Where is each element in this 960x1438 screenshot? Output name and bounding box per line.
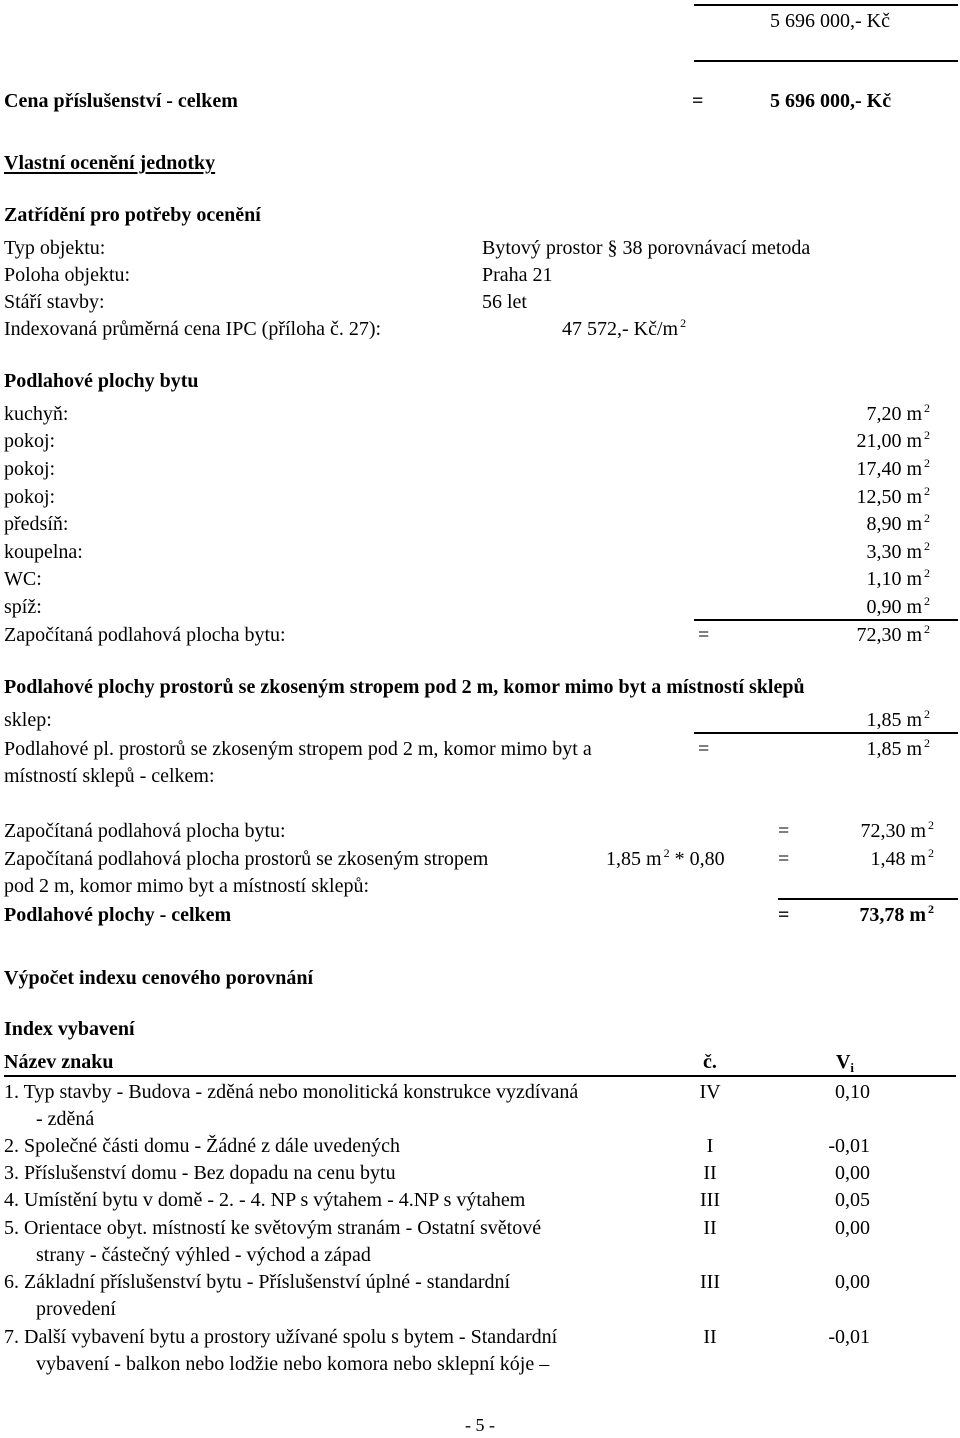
floor-area-unit: m xyxy=(906,513,922,535)
equipment-header-name: Název znaku xyxy=(4,1051,114,1073)
floor-area-number: 21,00 xyxy=(856,430,902,452)
floor-area-number: 7,20 xyxy=(866,403,902,425)
accessories-total-eq: = xyxy=(692,90,704,112)
classification-value-1: Bytový prostor § 38 porovnávací metoda xyxy=(482,237,811,259)
classification-value-4 xyxy=(562,316,686,342)
equipment-item-v: 0,05 xyxy=(835,1189,870,1211)
summary-row1-unit: m xyxy=(910,820,926,842)
summary-total-unit-sup: 2 xyxy=(928,902,934,916)
floor-area-label: spíž: xyxy=(4,596,42,618)
summary-row2-unit-sup: 2 xyxy=(928,846,934,860)
classification-title: Zatřídění pro potřeby ocenění xyxy=(4,204,261,226)
ipc-unit-sup: 2 xyxy=(680,316,687,330)
floor-area-unit-sup: 2 xyxy=(924,594,930,608)
summary-row1-label: Započítaná podlahová plocha bytu: xyxy=(4,820,286,842)
top-rule-2 xyxy=(694,60,958,62)
classification-label-3: Stáří stavby: xyxy=(4,291,105,313)
floor-area-unit: m xyxy=(906,486,922,508)
equipment-item-text: 6. Základní příslušenství bytu - Příslušenství úplné - standardní xyxy=(4,1271,511,1293)
summary-row2-label-2: pod 2 m, komor mimo byt a místností sklepů: xyxy=(4,875,369,897)
equipment-header-v xyxy=(800,1049,890,1075)
classification-label-4: Indexovaná průměrná cena IPC (příloha č. 27): xyxy=(4,318,382,340)
floor-area-unit-sup: 2 xyxy=(924,428,930,442)
floor-area-value xyxy=(760,511,930,537)
floor-total-value xyxy=(760,622,930,648)
equipment-index-title: Index vybavení xyxy=(4,1018,135,1040)
floor-area-number: 1,10 xyxy=(866,568,902,590)
equipment-item-v: -0,01 xyxy=(828,1135,870,1157)
equipment-header-v-sub: i xyxy=(850,1060,855,1075)
floor-area-number: 0,90 xyxy=(866,596,902,618)
accessories-total-value: 5 696 000,- Kč xyxy=(770,90,892,112)
page-number: - 5 - xyxy=(465,1415,495,1435)
floor-area-value xyxy=(760,401,930,427)
equipment-item-text: 2. Společné části domu - Žádné z dále uvedených xyxy=(4,1135,400,1157)
equipment-item-num: III xyxy=(700,1189,720,1211)
slanted-total-eq: = xyxy=(698,738,710,760)
slanted-total-number: 1,85 xyxy=(866,738,902,760)
equipment-item-num: II xyxy=(703,1162,717,1184)
floor-areas-title: Podlahové plochy bytu xyxy=(4,370,199,392)
slanted-row-label: sklep: xyxy=(4,709,52,731)
equipment-item-num: III xyxy=(700,1271,720,1293)
equipment-item-num: I xyxy=(706,1135,714,1157)
floor-area-unit-sup: 2 xyxy=(924,484,930,498)
equipment-item-num: II xyxy=(703,1217,717,1239)
summary-row2-label-1: Započítaná podlahová plocha prostorů se zkoseným stropem xyxy=(4,848,489,870)
equipment-item-v: 0,10 xyxy=(835,1081,870,1103)
equipment-item-text-cont: - zděná xyxy=(36,1108,95,1130)
summary-rule xyxy=(778,898,958,900)
equipment-item-text: 4. Umístění bytu v domě - 2. - 4. NP s výtahem - 4.NP s výtahem xyxy=(4,1189,526,1211)
section-unit-title: Vlastní ocenění jednotky xyxy=(4,152,216,174)
equipment-header-v-letter: V xyxy=(835,1051,851,1073)
summary-total-number: 73,78 m xyxy=(859,904,926,926)
slanted-total-label-2: místností sklepů - celkem: xyxy=(4,765,215,787)
floor-area-unit: m xyxy=(906,541,922,563)
classification-value-2: Praha 21 xyxy=(482,264,553,286)
equipment-item-num: IV xyxy=(699,1081,721,1103)
floor-total-rule xyxy=(694,619,958,621)
floor-area-value xyxy=(760,566,930,592)
summary-row1-unit-sup: 2 xyxy=(928,818,934,832)
equipment-header-num: č. xyxy=(703,1051,717,1073)
equipment-item-text: 3. Příslušenství domu - Bez dopadu na cenu bytu xyxy=(4,1162,396,1184)
floor-area-value xyxy=(760,428,930,454)
slanted-row-unit-sup: 2 xyxy=(924,707,930,721)
floor-area-value xyxy=(760,484,930,510)
summary-row1-eq: = xyxy=(778,820,790,842)
floor-area-unit: m xyxy=(906,596,922,618)
summary-row2-number: 1,48 xyxy=(870,848,906,870)
slanted-row-value xyxy=(760,707,930,733)
equipment-item-text: 1. Typ stavby - Budova - zděná nebo monolitická konstrukce vyzdívaná xyxy=(4,1081,579,1103)
slanted-total-unit-sup: 2 xyxy=(924,736,930,750)
floor-area-number: 12,50 xyxy=(856,486,902,508)
floor-area-value xyxy=(760,456,930,482)
top-rule-1 xyxy=(694,4,958,6)
equipment-item-v: 0,00 xyxy=(835,1271,870,1293)
equipment-item-text-cont: vybavení - balkon nebo lodžie nebo komora nebo sklepní kóje – xyxy=(36,1353,550,1375)
floor-area-number: 17,40 xyxy=(856,458,902,480)
floor-area-number: 8,90 xyxy=(866,513,902,535)
summary-calc-sup: 2 xyxy=(663,846,670,860)
summary-row2-calc xyxy=(606,846,725,872)
floor-area-unit: m xyxy=(906,568,922,590)
equipment-item-num: II xyxy=(703,1326,717,1348)
top-amount: 5 696 000,- Kč xyxy=(770,10,890,32)
floor-area-unit: m xyxy=(906,430,922,452)
floor-area-unit-sup: 2 xyxy=(924,511,930,525)
floor-area-unit-sup: 2 xyxy=(924,456,930,470)
floor-area-unit: m xyxy=(906,458,922,480)
summary-total-eq: = xyxy=(778,904,790,926)
floor-area-unit-sup: 2 xyxy=(924,401,930,415)
equipment-item-text-cont: strany - částečný výhled - východ a západ xyxy=(36,1244,371,1266)
equipment-header-rule xyxy=(4,1075,956,1077)
summary-total-label: Podlahové plochy - celkem xyxy=(4,904,232,926)
equipment-item-text-cont: provedení xyxy=(36,1298,116,1320)
floor-area-unit-sup: 2 xyxy=(924,539,930,553)
floor-total-label: Započítaná podlahová plocha bytu: xyxy=(4,624,286,646)
floor-total-number: 72,30 xyxy=(856,624,902,646)
equipment-item-v: 0,00 xyxy=(835,1162,870,1184)
floor-area-value xyxy=(760,539,930,565)
summary-calc-area: 1,85 m xyxy=(606,848,662,870)
floor-area-label: předsíň: xyxy=(4,513,69,535)
floor-area-label: kuchyň: xyxy=(4,403,69,425)
floor-total-unit-sup: 2 xyxy=(924,622,930,636)
summary-row2-value xyxy=(760,846,934,872)
summary-total-value xyxy=(760,902,934,928)
slanted-rule xyxy=(694,732,958,734)
floor-area-label: pokoj: xyxy=(4,458,56,480)
floor-area-unit: m xyxy=(906,403,922,425)
floor-total-eq: = xyxy=(698,624,710,646)
ipc-value: 47 572,- Kč/m xyxy=(562,318,679,340)
floor-area-label: pokoj: xyxy=(4,486,56,508)
slanted-total-value xyxy=(760,736,930,762)
classification-value-3: 56 let xyxy=(482,291,527,313)
equipment-item-text: 7. Další vybavení bytu a prostory užívané spolu s bytem - Standardní xyxy=(4,1326,558,1348)
slanted-row-number: 1,85 xyxy=(866,709,902,731)
index-calc-title: Výpočet indexu cenového porovnání xyxy=(4,967,314,989)
summary-row2-eq: = xyxy=(778,848,790,870)
accessories-total-label: Cena příslušenství - celkem xyxy=(4,90,238,112)
floor-area-label: pokoj: xyxy=(4,430,56,452)
classification-label-1: Typ objektu: xyxy=(4,237,106,259)
summary-calc-coef: * 0,80 xyxy=(674,848,725,870)
floor-area-number: 3,30 xyxy=(866,541,902,563)
floor-area-unit-sup: 2 xyxy=(924,566,930,580)
slanted-total-label-1: Podlahové pl. prostorů se zkoseným stropem pod 2 m, komor mimo byt a xyxy=(4,738,592,760)
slanted-row-unit: m xyxy=(906,709,922,731)
floor-area-label: koupelna: xyxy=(4,541,83,563)
equipment-item-v: 0,00 xyxy=(835,1217,870,1239)
classification-label-2: Poloha objektu: xyxy=(4,264,131,286)
slanted-total-unit: m xyxy=(906,738,922,760)
slanted-title: Podlahové plochy prostorů se zkoseným stropem pod 2 m, komor mimo byt a místností sklepů xyxy=(4,676,805,698)
floor-area-label: WC: xyxy=(4,568,42,590)
floor-area-value xyxy=(760,594,930,620)
summary-row1-number: 72,30 xyxy=(860,820,906,842)
floor-total-unit: m xyxy=(906,624,922,646)
equipment-item-v: -0,01 xyxy=(828,1326,870,1348)
summary-row2-unit: m xyxy=(910,848,926,870)
equipment-item-text: 5. Orientace obyt. místností ke světovým stranám - Ostatní světové xyxy=(4,1217,542,1239)
summary-row1-value xyxy=(760,818,934,844)
